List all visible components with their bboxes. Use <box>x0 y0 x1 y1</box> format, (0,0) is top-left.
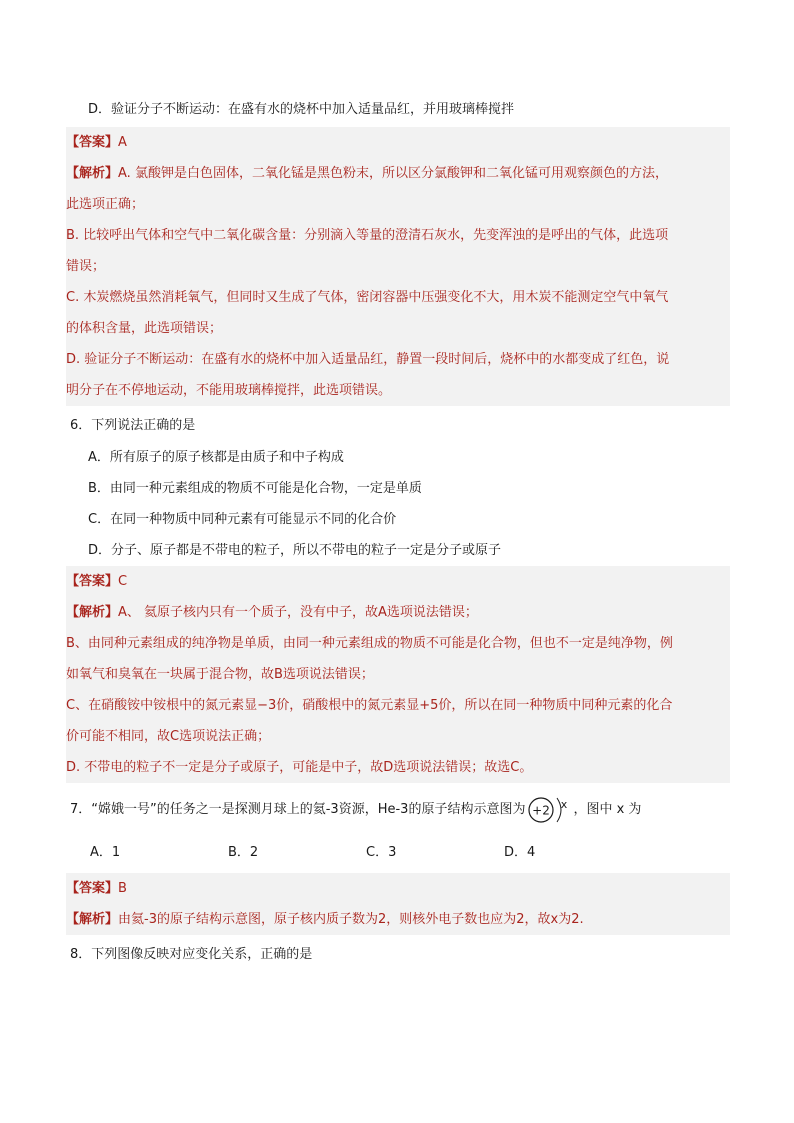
q6-analysis-line: 价可能不相同，故C选项说法正确； <box>66 729 271 744</box>
q5-analysis-line: D. 验证分子不断运动：在盛有水的烧杯中加入适量品红，静置一段时间后，烧杯中的水都变成了红色，说 <box>66 352 670 367</box>
analysis-tag: 【解析】 <box>66 912 119 927</box>
analysis-text: A. 氯酸钾是白色固体，二氧化锰是黑色粉末，所以区分氯酸钾和二氧化锰可用观察颜色的方法， <box>118 166 668 181</box>
q8-stem: 8．下列图像反映对应变化关系，正确的是 <box>70 947 313 962</box>
q5-answer-block <box>66 127 730 406</box>
q7-answer-block <box>66 873 730 935</box>
q7-stem-text-end: ，图中 x 为 <box>573 802 642 817</box>
q7-options <box>70 833 726 873</box>
q5-analysis-line: 此选项正确； <box>66 197 145 212</box>
q7-option-c: C．3 <box>366 845 397 860</box>
q5-analysis-line: 的体积含量，此选项错误； <box>66 321 223 336</box>
nucleus-charge: +2 <box>532 803 551 817</box>
q6-answer-block <box>66 566 730 783</box>
q6-analysis-line: C、在硝酸铵中铵根中的氮元素显−3价，硝酸根中的氮元素显+5价，所以在同一种物质中同种元素的化合 <box>66 698 673 713</box>
q6-option-c: C．在同一种物质中同种元素有可能显示不同的化合价 <box>88 512 397 527</box>
answer-tag: 【答案】 <box>66 881 119 896</box>
q7-analysis-line <box>66 904 730 935</box>
q6-option-d: D．分子、原子都是不带电的粒子，所以不带电的粒子一定是分子或原子 <box>88 543 502 558</box>
q5-analysis-line <box>66 158 730 189</box>
analysis-text: 由氦-3的原子结构示意图，原子核内质子数为2，则核外电子数也应为2，故x为2. <box>118 912 584 927</box>
q5-option-d: D．验证分子不断运动：在盛有水的烧杯中加入适量品红，并用玻璃棒搅拌 <box>88 102 515 117</box>
q7-stem <box>70 787 726 833</box>
q5-analysis-line: C. 木炭燃烧虽然消耗氧气，但同时又生成了气体，密闭容器中压强变化不大，用木炭不能测定空气中氧气 <box>66 290 669 305</box>
answer-value: C <box>118 574 128 589</box>
q6-analysis-line: 如氧气和臭氧在一块属于混合物，故B选项说法错误； <box>66 667 374 682</box>
q6-answer <box>66 566 730 597</box>
q6-option-a: A．所有原子的原子核都是由质子和中子构成 <box>88 450 344 465</box>
q7-option-b: B．2 <box>228 845 259 860</box>
document-page <box>66 93 726 971</box>
q7-option-d: D．4 <box>504 845 536 860</box>
answer-value: B <box>118 881 127 896</box>
q5-analysis-line: 明分子在不停地运动，不能用玻璃棒搅拌，此选项错误。 <box>66 383 392 398</box>
q7-option-a: A．1 <box>90 845 121 860</box>
answer-value: A <box>118 135 127 150</box>
q5-answer <box>66 127 730 158</box>
shell-electron-count: x <box>561 797 568 811</box>
q6-stem: 6．下列说法正确的是 <box>70 418 196 433</box>
q7-answer <box>66 873 730 904</box>
analysis-tag: 【解析】 <box>66 166 119 181</box>
q6-analysis-line <box>66 597 730 628</box>
answer-tag: 【答案】 <box>66 574 119 589</box>
q6-analysis-line: D. 不带电的粒子不一定是分子或原子，可能是中子，故D选项说法错误；故选C。 <box>66 760 533 775</box>
q6-analysis-line: B、由同种元素组成的纯净物是单质，由同一种元素组成的物质不可能是化合物，但也不一定是纯净物，例 <box>66 636 673 651</box>
analysis-text: A、 氦原子核内只有一个质子，没有中子，故A选项说法错误； <box>118 605 478 620</box>
answer-tag: 【答案】 <box>66 135 119 150</box>
q5-analysis-line: 错误； <box>66 259 106 274</box>
q7-stem-text: 7．“嫦娥一号”的任务之一是探测月球上的氦-3资源，He-3的原子结构示意图为 <box>70 802 526 817</box>
analysis-tag: 【解析】 <box>66 605 119 620</box>
atom-structure-diagram <box>527 794 571 826</box>
q5-analysis-line: B. 比较呼出气体和空气中二氧化碳含量：分别滴入等量的澄清石灰水，先变浑浊的是呼出的气体，此选项 <box>66 228 669 243</box>
q6-option-b: B．由同一种元素组成的物质不可能是化合物，一定是单质 <box>88 481 422 496</box>
